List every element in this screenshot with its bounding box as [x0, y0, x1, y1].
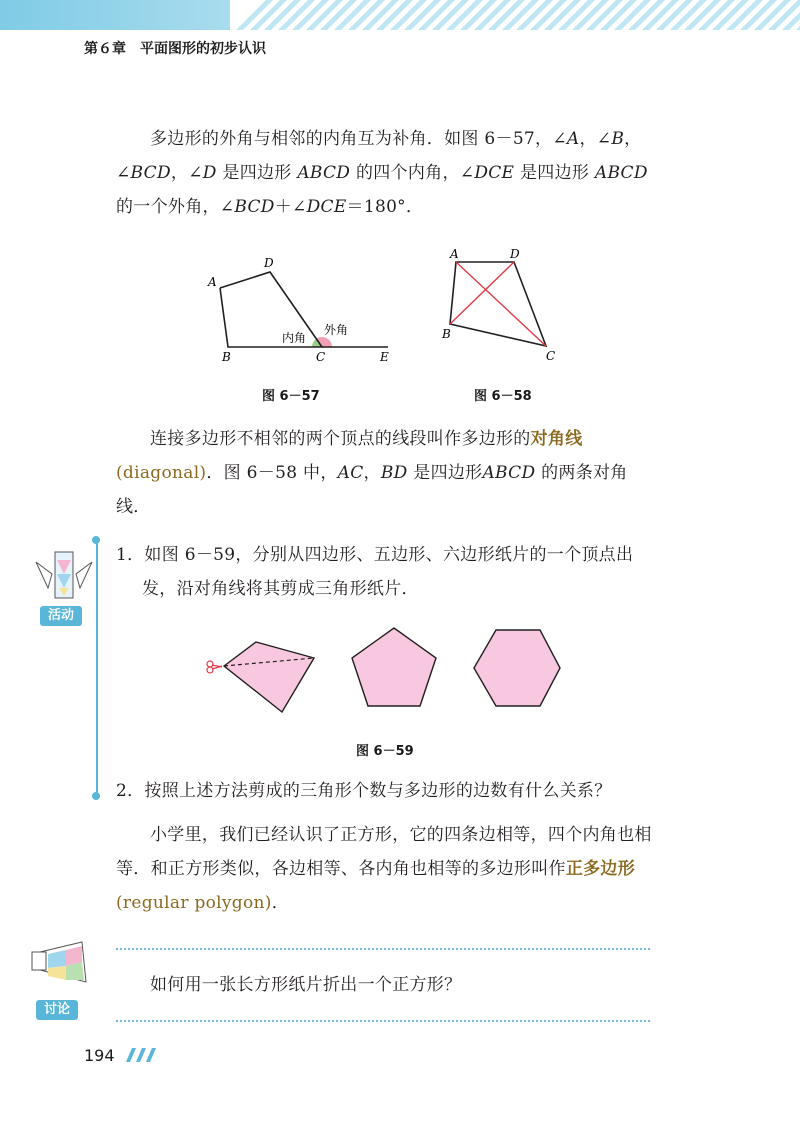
text-run: ，∠: [116, 129, 642, 183]
math-symbol: BCD: [234, 197, 275, 217]
vertex-label-d-58: D: [510, 247, 520, 261]
quadrilateral-paper: [224, 642, 314, 712]
vertex-label-a-58: A: [450, 247, 459, 261]
hexagon-paper: [474, 630, 560, 706]
header-stripes: [0, 0, 800, 30]
text-run: 多边形的外角与相邻的内角互为补角．如图 6－57，∠: [150, 129, 567, 149]
page-number-slashes: [122, 1046, 158, 1064]
header-band: [0, 0, 800, 30]
text-run: 是四边形: [514, 163, 595, 183]
vertex-label-c-58: C: [546, 349, 556, 363]
text-run: ．: [271, 893, 290, 913]
math-symbol: ABCD: [297, 163, 351, 183]
paragraph-exterior-angle: [116, 122, 656, 224]
text-run: 的四个内角，∠: [350, 163, 475, 183]
figure-6-58-caption: 图 6－58: [474, 389, 532, 404]
vertex-label-b: B: [222, 350, 231, 364]
discussion-top-divider: [116, 948, 650, 950]
english-term: (regular polygon): [116, 893, 272, 913]
vertex-label-c: C: [316, 350, 326, 364]
chapter-title: 第６章 平面图形的初步认识: [84, 41, 266, 57]
text-run: 连接多边形不相邻的两个顶点的线段叫作多边形的: [150, 429, 531, 449]
math-symbol: ABCD: [482, 463, 536, 483]
text-run: 的一个外角，∠: [116, 197, 235, 217]
text-run: ，∠: [170, 163, 203, 183]
text-run: 是四边形: [407, 463, 483, 483]
activity-item-2: 2．按照上述方法剪成的三角形个数与多边形的边数有什么关系？: [116, 781, 612, 801]
diagonal-bd: [450, 262, 514, 324]
math-symbol: DCE: [306, 197, 347, 217]
keyword-term: 对角线: [530, 429, 583, 449]
scissors-icon: [207, 661, 222, 673]
activity-line-dot-bottom: [92, 792, 100, 800]
figure-6-59: [196, 618, 576, 718]
vertex-label-d: D: [264, 256, 274, 270]
page-number: [84, 1046, 158, 1065]
activity-line-dot-top: [92, 536, 100, 544]
inner-angle-label: 内角: [282, 331, 307, 345]
paragraph-regular-polygon: [116, 818, 656, 920]
math-symbol: BD: [380, 463, 408, 483]
text-run: ，∠: [579, 129, 612, 149]
text-run: 是四边形: [216, 163, 298, 183]
discussion-question: 如何用一张长方形纸片折出一个正方形？: [150, 975, 462, 995]
figure-6-58: [436, 246, 576, 366]
math-symbol: D: [202, 163, 217, 183]
activity-icon: [30, 548, 98, 604]
math-symbol: DCE: [474, 163, 515, 183]
text-run: ．图 6－58 中，: [206, 463, 338, 483]
math-symbol: B: [611, 129, 625, 149]
text-run: ＋∠: [274, 197, 307, 217]
figure-6-57: [200, 250, 400, 370]
math-symbol: ABCD: [594, 163, 648, 183]
math-symbol: A: [566, 129, 580, 149]
figure-6-57-caption: 图 6－57: [262, 389, 320, 404]
math-symbol: BCD: [130, 163, 171, 183]
vertex-label-b-58: B: [442, 327, 451, 341]
vertex-label-a: A: [208, 275, 217, 289]
page-number-text: 194: [84, 1046, 115, 1065]
discussion-badge: 讨论: [36, 1000, 78, 1020]
paragraph-diagonal-definition: [116, 422, 656, 524]
pentagon-paper: [352, 628, 436, 706]
text-run: 小学里，我们已经认识了正方形，它的四条边相等，四个内角也相等．和正方形类似，各边相等、各内角也相等的多边形叫作: [116, 825, 652, 879]
vertex-label-e: E: [380, 350, 389, 364]
english-term: (diagonal): [116, 463, 207, 483]
activity-sidebar-line: [96, 540, 98, 796]
outer-angle-label: 外角: [324, 323, 349, 337]
text-run: 的两条对角线．: [116, 463, 628, 517]
text-run: ，: [363, 463, 381, 483]
quadrilateral-abcd: [220, 272, 322, 347]
math-symbol: AC: [337, 463, 364, 483]
discussion-icon: [26, 936, 92, 992]
text-run: ＝180°．: [346, 197, 424, 217]
keyword-term: 正多边形: [565, 859, 636, 879]
discussion-bottom-divider: [116, 1020, 650, 1022]
activity-item-1: [116, 538, 652, 606]
activity-item-1-text: 1．如图 6－59，分别从四边形、五边形、六边形纸片的一个顶点出发，沿对角线将其剪成三角形纸片．: [116, 545, 634, 599]
figure-6-59-caption: 图 6－59: [356, 744, 414, 759]
activity-badge: 活动: [40, 606, 82, 626]
